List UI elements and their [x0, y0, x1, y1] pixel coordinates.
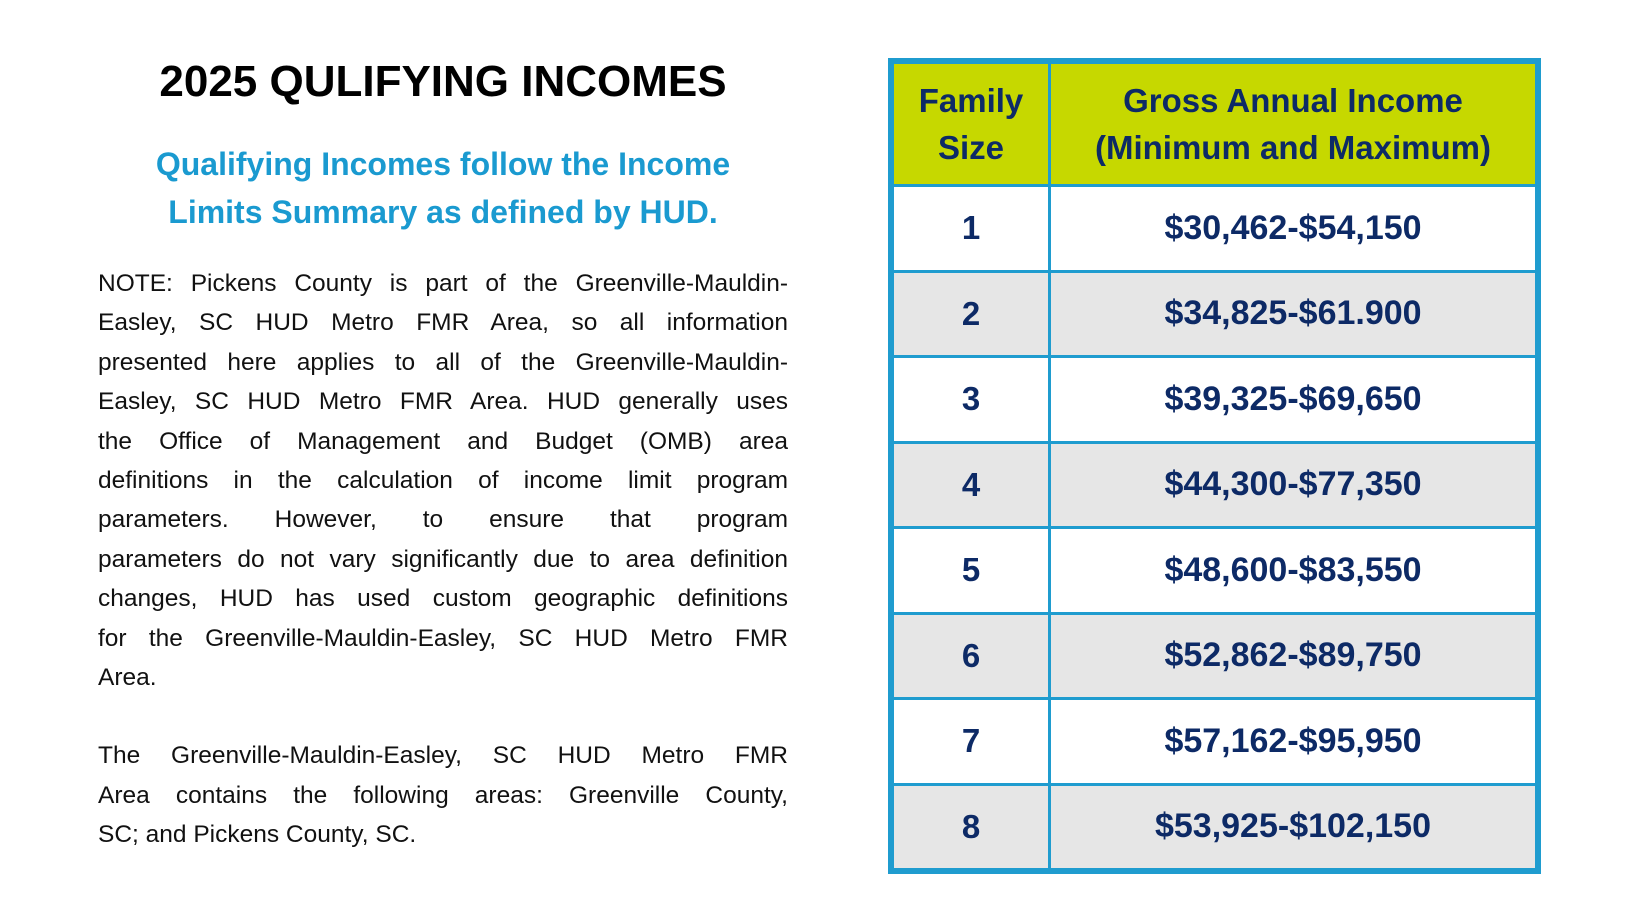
header-gross-income	[1050, 63, 1537, 186]
table-row	[893, 442, 1537, 528]
income-range-cell: $48,600-$83,550	[1050, 528, 1537, 614]
left-column	[98, 50, 788, 855]
note-line: NOTE: Pickens County is part of the Greenville-Mauldin-	[98, 270, 788, 297]
header-income-line: Gross Annual Income	[1123, 82, 1463, 119]
family-size-cell: 4	[893, 442, 1050, 528]
income-range-cell: $39,325-$69,650	[1050, 357, 1537, 443]
family-size-cell: 3	[893, 357, 1050, 443]
table-row	[893, 784, 1537, 870]
income-range-cell: $53,925-$102,150	[1050, 784, 1537, 870]
subtitle-line: Qualifying Incomes follow the Income	[155, 146, 731, 182]
note-line: changes, HUD has used custom geographic definitions	[98, 585, 788, 613]
note-line: the Office of Management and Budget (OMB) area	[98, 427, 788, 455]
note-line: for the Greenville-Mauldin-Easley, SC HUD Metro FMR	[98, 624, 788, 652]
areas-line: SC; and Pickens County, SC.	[98, 821, 417, 849]
header-family-line: Size	[937, 129, 1005, 166]
family-size-cell: 1	[893, 186, 1050, 272]
table-row	[893, 271, 1537, 357]
income-range-cell: $44,300-$77,350	[1050, 442, 1537, 528]
note-paragraph	[98, 264, 788, 697]
income-table	[891, 61, 1538, 871]
table-row	[893, 699, 1537, 785]
areas-paragraph	[98, 736, 788, 854]
table-header-row	[893, 63, 1537, 186]
note-line: definitions in the calculation of income limit program	[98, 467, 788, 495]
income-range-cell: $30,462-$54,150	[1050, 186, 1537, 272]
family-size-cell: 7	[893, 699, 1050, 785]
areas-line: Area contains the following areas: Greenville County,	[98, 781, 788, 809]
note-line: parameters. However, to ensure that program	[98, 506, 788, 534]
table-row	[893, 357, 1537, 443]
income-range-cell: $57,162-$95,950	[1050, 699, 1537, 785]
subtitle	[98, 140, 788, 236]
note-line: presented here applies to all of the Greenville-Mauldin-	[98, 348, 788, 376]
note-line: Area.	[98, 664, 157, 692]
family-size-cell: 5	[893, 528, 1050, 614]
income-range-cell: $52,862-$89,750	[1050, 613, 1537, 699]
family-size-cell: 2	[893, 271, 1050, 357]
header-family-line: Family	[918, 82, 1024, 119]
header-family-size	[893, 63, 1050, 186]
family-size-cell: 6	[893, 613, 1050, 699]
note-line: parameters do not vary significantly due to area definition	[98, 545, 788, 573]
header-income-line: (Minimum and Maximum)	[1094, 129, 1492, 166]
table-row	[893, 186, 1537, 272]
page-title: 2025 QULIFYING INCOMES	[159, 57, 727, 106]
note-line: Easley, SC HUD Metro FMR Area, so all information	[98, 309, 788, 337]
subtitle-line: Limits Summary as defined by HUD.	[168, 194, 718, 230]
table-row	[893, 528, 1537, 614]
table-row	[893, 613, 1537, 699]
note-line: Easley, SC HUD Metro FMR Area. HUD generally uses	[98, 388, 788, 416]
income-table-frame	[888, 58, 1541, 874]
family-size-cell: 8	[893, 784, 1050, 870]
areas-line: The Greenville-Mauldin-Easley, SC HUD Metro FMR	[98, 742, 788, 770]
income-range-cell: $34,825-$61.900	[1050, 271, 1537, 357]
